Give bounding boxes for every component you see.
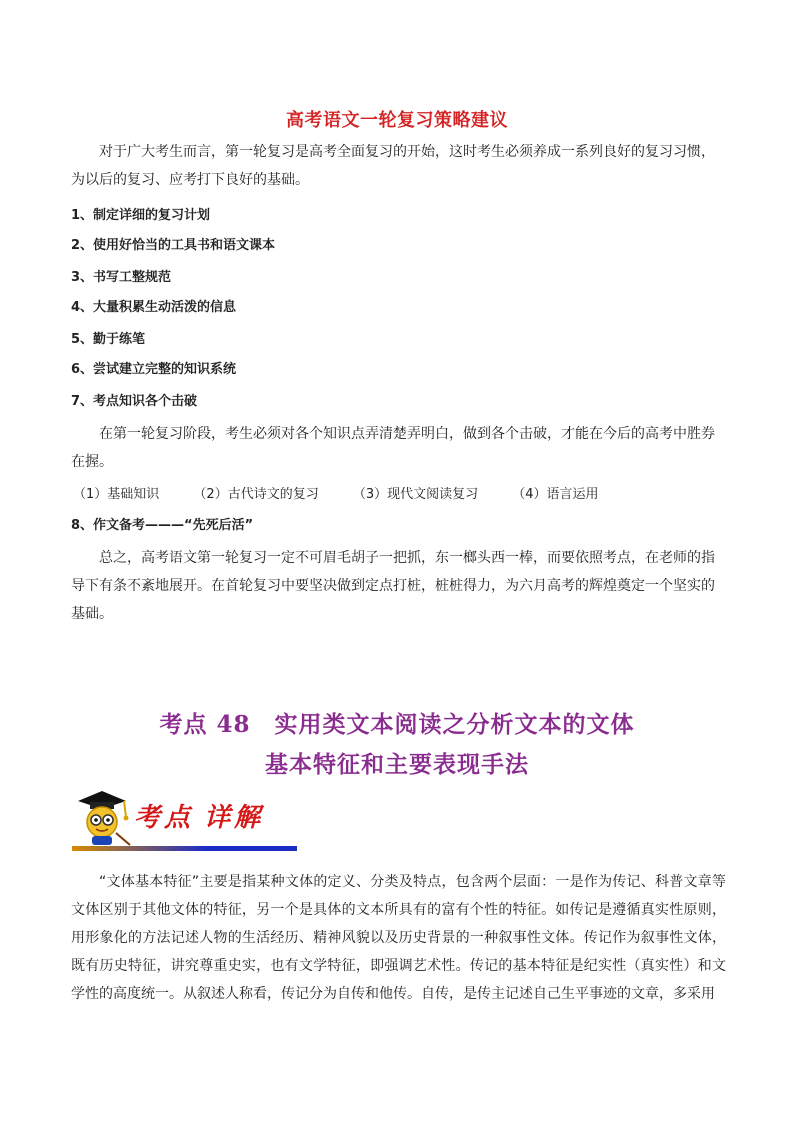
list-item: 8、作文备考———“先死后活” [71, 518, 254, 533]
subitem: （2）古代诗文的复习 [193, 487, 319, 502]
conclusion-paragraph: 总之，高考语文第一轮复习一定不可眉毛胡子一把抓，东一榔头西一棒，而要依照考点，在老师的指导下有条不紊地展开。在首轮复习中要坚决做到定点打桩，桩桩得力，为六月高考的辉煌奠定一个坚实的基础。 [71, 550, 715, 622]
list-item: 2、使用好恰当的工具书和语文课本 [71, 238, 276, 253]
list-item: 3、书写工整规范 [71, 270, 172, 285]
subitem-row [73, 485, 723, 505]
banner-word-kaodian: 考点 [134, 803, 195, 833]
list-item: 1、制定详细的复习计划 [71, 208, 211, 223]
intro-paragraph: 对于广大考生而言，第一轮复习是高考全面复习的开始，这时考生必须养成一系列良好的复习习惯，为以后的复习、应考打下良好的基础。 [71, 144, 715, 188]
subitem: （4）语言运用 [512, 487, 599, 502]
kaodian-xiangjie-banner [72, 787, 297, 853]
graduate-doctor-mascot-icon [72, 787, 134, 849]
item7-paragraph: 在第一轮复习阶段，考生必须对各个知识点弄清楚弄明白，做到各个击破，才能在今后的高考中胜券在握。 [71, 426, 715, 470]
list-item: 7、考点知识各个击破 [71, 394, 198, 409]
banner-word-xiangjie: 详解 [204, 803, 265, 833]
subitem: （3）现代文阅读复习 [352, 487, 479, 502]
list-item: 6、尝试建立完整的知识系统 [71, 362, 237, 377]
list-item: 5、勤于练笔 [71, 332, 146, 347]
list-item: 4、大量积累生动活泼的信息 [71, 300, 237, 315]
subitem: （1）基础知识 [73, 487, 160, 502]
banner-underline [72, 846, 297, 851]
section-title-line2: 基本特征和主要表现手法 [265, 751, 529, 778]
section-title-line1: 考点 48 实用类文本阅读之分析文本的文体 [159, 711, 635, 738]
banner-heading [134, 797, 264, 834]
page-title: 高考语文一轮复习策略建议 [286, 110, 508, 131]
body-paragraph: “文体基本特征”主要是指某种文体的定义、分类及特点，包含两个层面：一是作为传记、科普文章等文体区别于其他文体的特征，另一个是具体的文本所具有的富有个性的特征。如传记是遵循真实性原则，用形象化的方法记述人物的生活经历、精神风貌以及历史背景的一种叙事性文体。传记作为叙事性文体，既有历史特征，讲究尊重史实，也有文学特征，即强调艺术性。传记的基本特征是纪实性（真实性）和文学性的高度统一。从叙述人称看，传记分为自传和他传。自传，是传主记述自己生平事迹的文章，多采用 [71, 874, 726, 1002]
